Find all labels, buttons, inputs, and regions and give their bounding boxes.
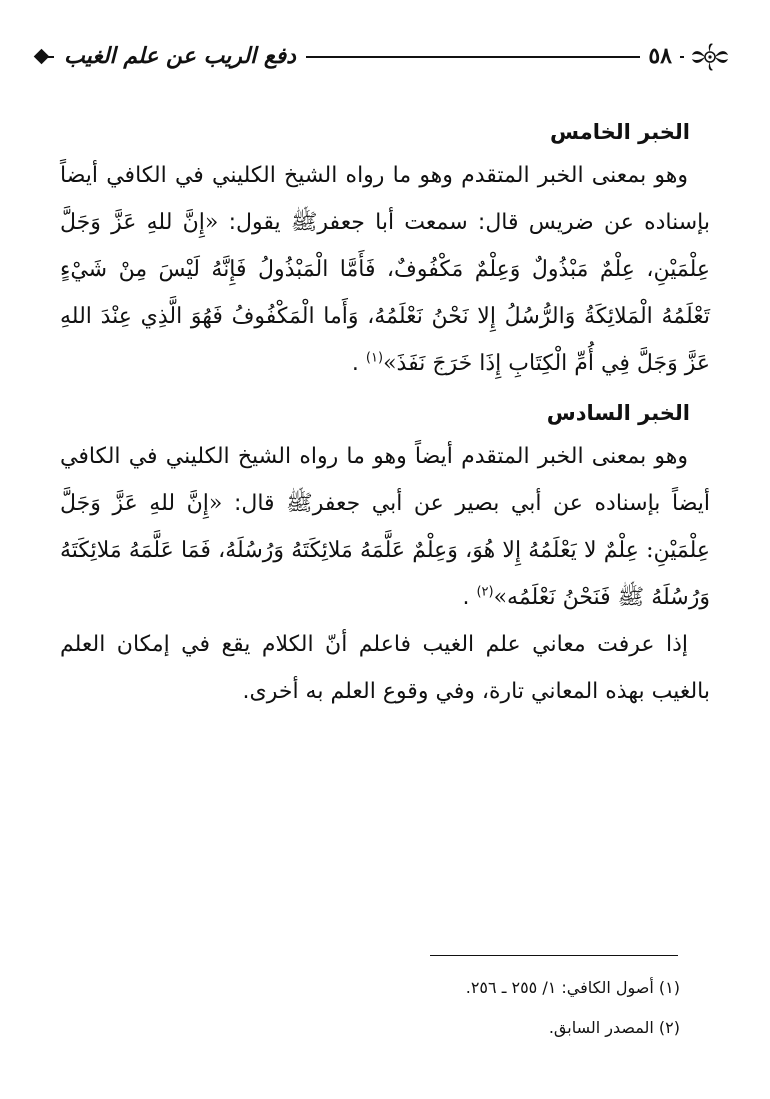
narration-intro: وهو بمعنى الخبر المتقدم وهو ما رواه الشيخ الكليني في الكافي أيضاً بإسناده عن ضريس قال: سمعت أبا جعفر [60, 163, 711, 235]
section-heading: الخبر الخامس [550, 120, 690, 144]
footnote-reference: (٢) [476, 584, 494, 600]
hadith-paragraph [60, 433, 710, 621]
hadith-quote: «إِنَّ للهِ عَزَّ وَجَلَّ عِلْمَيْنِ: عِلْمٌ لا يَعْلَمُهُ إِلا هُوَ، وَعِلْمٌ عَلَّمَهُ مَلائِكَتَهُ وَرُسُلَهُ، فَمَا عَلَّمَهُ مَلائِكَتَهُ وَرُسُلَهُ ﷺ فَنَحْنُ نَعْلَمُه» [60, 491, 710, 610]
hadith-paragraph [60, 152, 710, 387]
sentence-end: . [462, 585, 477, 610]
narration-lead: يقول: [218, 210, 291, 235]
closing-paragraph: إذا عرفت معاني علم الغيب فاعلم أنّ الكلام يقع في إمكان العلم بالغيب بهذه المعاني تارة، وفي وقوع العلم به أخرى. [60, 632, 710, 704]
honorific-glyph: ﷺ [286, 491, 313, 516]
page-body [60, 112, 710, 715]
page-number: ٥٨ [640, 42, 680, 70]
footnote-reference: (١) [365, 350, 384, 366]
hadith-quote: «إِنَّ للهِ عَزَّ وَجَلَّ عِلْمَيْنِ، عِلْمٌ مَبْذُولٌ وَعِلْمٌ مَكْفُوفٌ، فَأَمَّا الْمَبْذُولُ فَإِنَّهُ لَيْسَ مِنْ شَيْءٍ تَعْلَمُهُ الْمَلائِكَةُ وَالرُّسُلُ إِلا نَحْنُ نَعْلَمُهُ، وَأَما الْمَكْفُوفُ فَهُوَ الَّذِي عِنْدَ اللهِ عَزَّ وَجَلَّ فِي أُمِّ الْكِتَابِ إِذَا خَرَجَ نَفَذَ» [60, 210, 710, 376]
book-title: دفع الريب عن علم الغيب [54, 42, 306, 70]
honorific-glyph: ﷺ [290, 210, 318, 235]
floral-ornament-icon [688, 40, 732, 74]
footnote-separator [430, 955, 678, 956]
page-header [32, 40, 738, 74]
diamond-ornament-icon [34, 49, 50, 65]
narration-lead: قال: [222, 491, 287, 516]
sentence-end: . [351, 351, 366, 376]
footnote-item: (٢) المصدر السابق. [548, 1018, 680, 1037]
narration-intro: وهو بمعنى الخبر المتقدم أيضاً وهو ما رواه الشيخ الكليني في الكافي أيضاً بإسناده عن أبي بصير عن أبي جعفر [60, 444, 711, 516]
footnote-item: (١) أصول الكافي: ١/ ٢٥٥ ـ ٢٥٦. [465, 978, 680, 997]
section-heading: الخبر السادس [546, 401, 690, 425]
footnotes [60, 968, 680, 1048]
